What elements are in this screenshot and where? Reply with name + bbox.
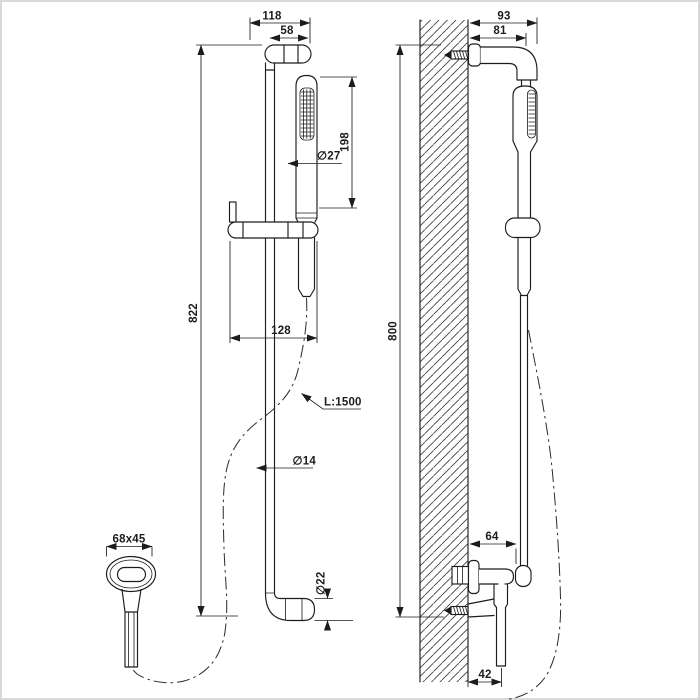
- dim-118-label: 118: [262, 10, 282, 23]
- dim-64: [470, 531, 516, 564]
- dim-128: [230, 241, 317, 343]
- dim-198: [319, 77, 357, 208]
- front-bottom-bracket: [266, 593, 315, 621]
- dim-d22-label: ∅22: [315, 571, 328, 595]
- side-hose-curve: [505, 330, 561, 700]
- dim-58-label: 58: [280, 25, 294, 37]
- outlet-oval-outer: [107, 557, 156, 592]
- dim-128-label: 128: [271, 325, 291, 337]
- front-hose-curve: [131, 298, 307, 683]
- dim-68x45-ext: [107, 547, 153, 557]
- dim-93-label: 93: [497, 10, 511, 23]
- side-handle-tip: [518, 238, 531, 296]
- outlet-cone-side: [468, 599, 494, 617]
- dim-68x45: [107, 534, 153, 557]
- bottom-elbow: [266, 593, 315, 621]
- front-dimensions: [107, 11, 362, 631]
- side-hose-stub: [497, 608, 506, 667]
- dim-81: [470, 25, 526, 46]
- bottom-flange: [469, 561, 480, 594]
- dim-800-label: 800: [387, 321, 400, 341]
- front-outlet: [107, 557, 156, 668]
- dim-198-label: 198: [339, 132, 352, 152]
- spray-grid: [301, 90, 313, 139]
- slider-capsule: [228, 222, 318, 238]
- front-view: [107, 11, 362, 683]
- outlet-hose-inner: [129, 612, 135, 667]
- front-top-bracket: [265, 45, 311, 63]
- outlet-drop: [494, 585, 508, 608]
- dim-68x45-label: 68x45: [112, 533, 146, 546]
- dim-822-label: 822: [188, 303, 200, 323]
- bottom-elbow-joints: [266, 593, 303, 621]
- dim-d27-label: ∅27: [317, 150, 341, 163]
- dim-822-ext: [196, 45, 262, 616]
- shower-body-joints: [296, 213, 317, 218]
- side-shower-handle: [513, 141, 537, 218]
- dim-81-label: 81: [493, 25, 507, 37]
- side-handshower: [506, 80, 541, 296]
- top-bracket-capsule: [265, 45, 311, 63]
- side-slider-knob: [506, 218, 541, 238]
- top-flange: [469, 44, 481, 66]
- bottom-arm-fill: [479, 569, 508, 584]
- dim-d22-ext: [315, 599, 354, 621]
- dim-42-label: 42: [478, 669, 492, 681]
- front-handshower: [296, 76, 317, 297]
- bottom-anchor: [452, 567, 469, 585]
- outlet-hole: [118, 568, 146, 582]
- dim-42: [468, 668, 502, 687]
- side-view: [388, 11, 561, 700]
- dim-d22: [315, 572, 354, 630]
- image-border: [1, 1, 699, 699]
- outlet-hose-stub: [125, 612, 138, 667]
- dim-hose-label: L:1500: [324, 396, 362, 409]
- top-bracket-joints: [284, 45, 298, 63]
- dim-hose-length: [302, 394, 362, 410]
- side-rail-end-cap: [516, 566, 532, 587]
- side-spray-ticks: [529, 94, 536, 134]
- dim-58: [270, 25, 308, 38]
- side-rail: [521, 296, 528, 566]
- outlet-cone: [122, 590, 141, 613]
- dim-64-label: 64: [485, 531, 499, 543]
- dim-822: [188, 45, 262, 616]
- slider-tab: [230, 202, 237, 222]
- dim-d14-label: ∅14: [292, 455, 316, 468]
- front-slider: [228, 202, 318, 238]
